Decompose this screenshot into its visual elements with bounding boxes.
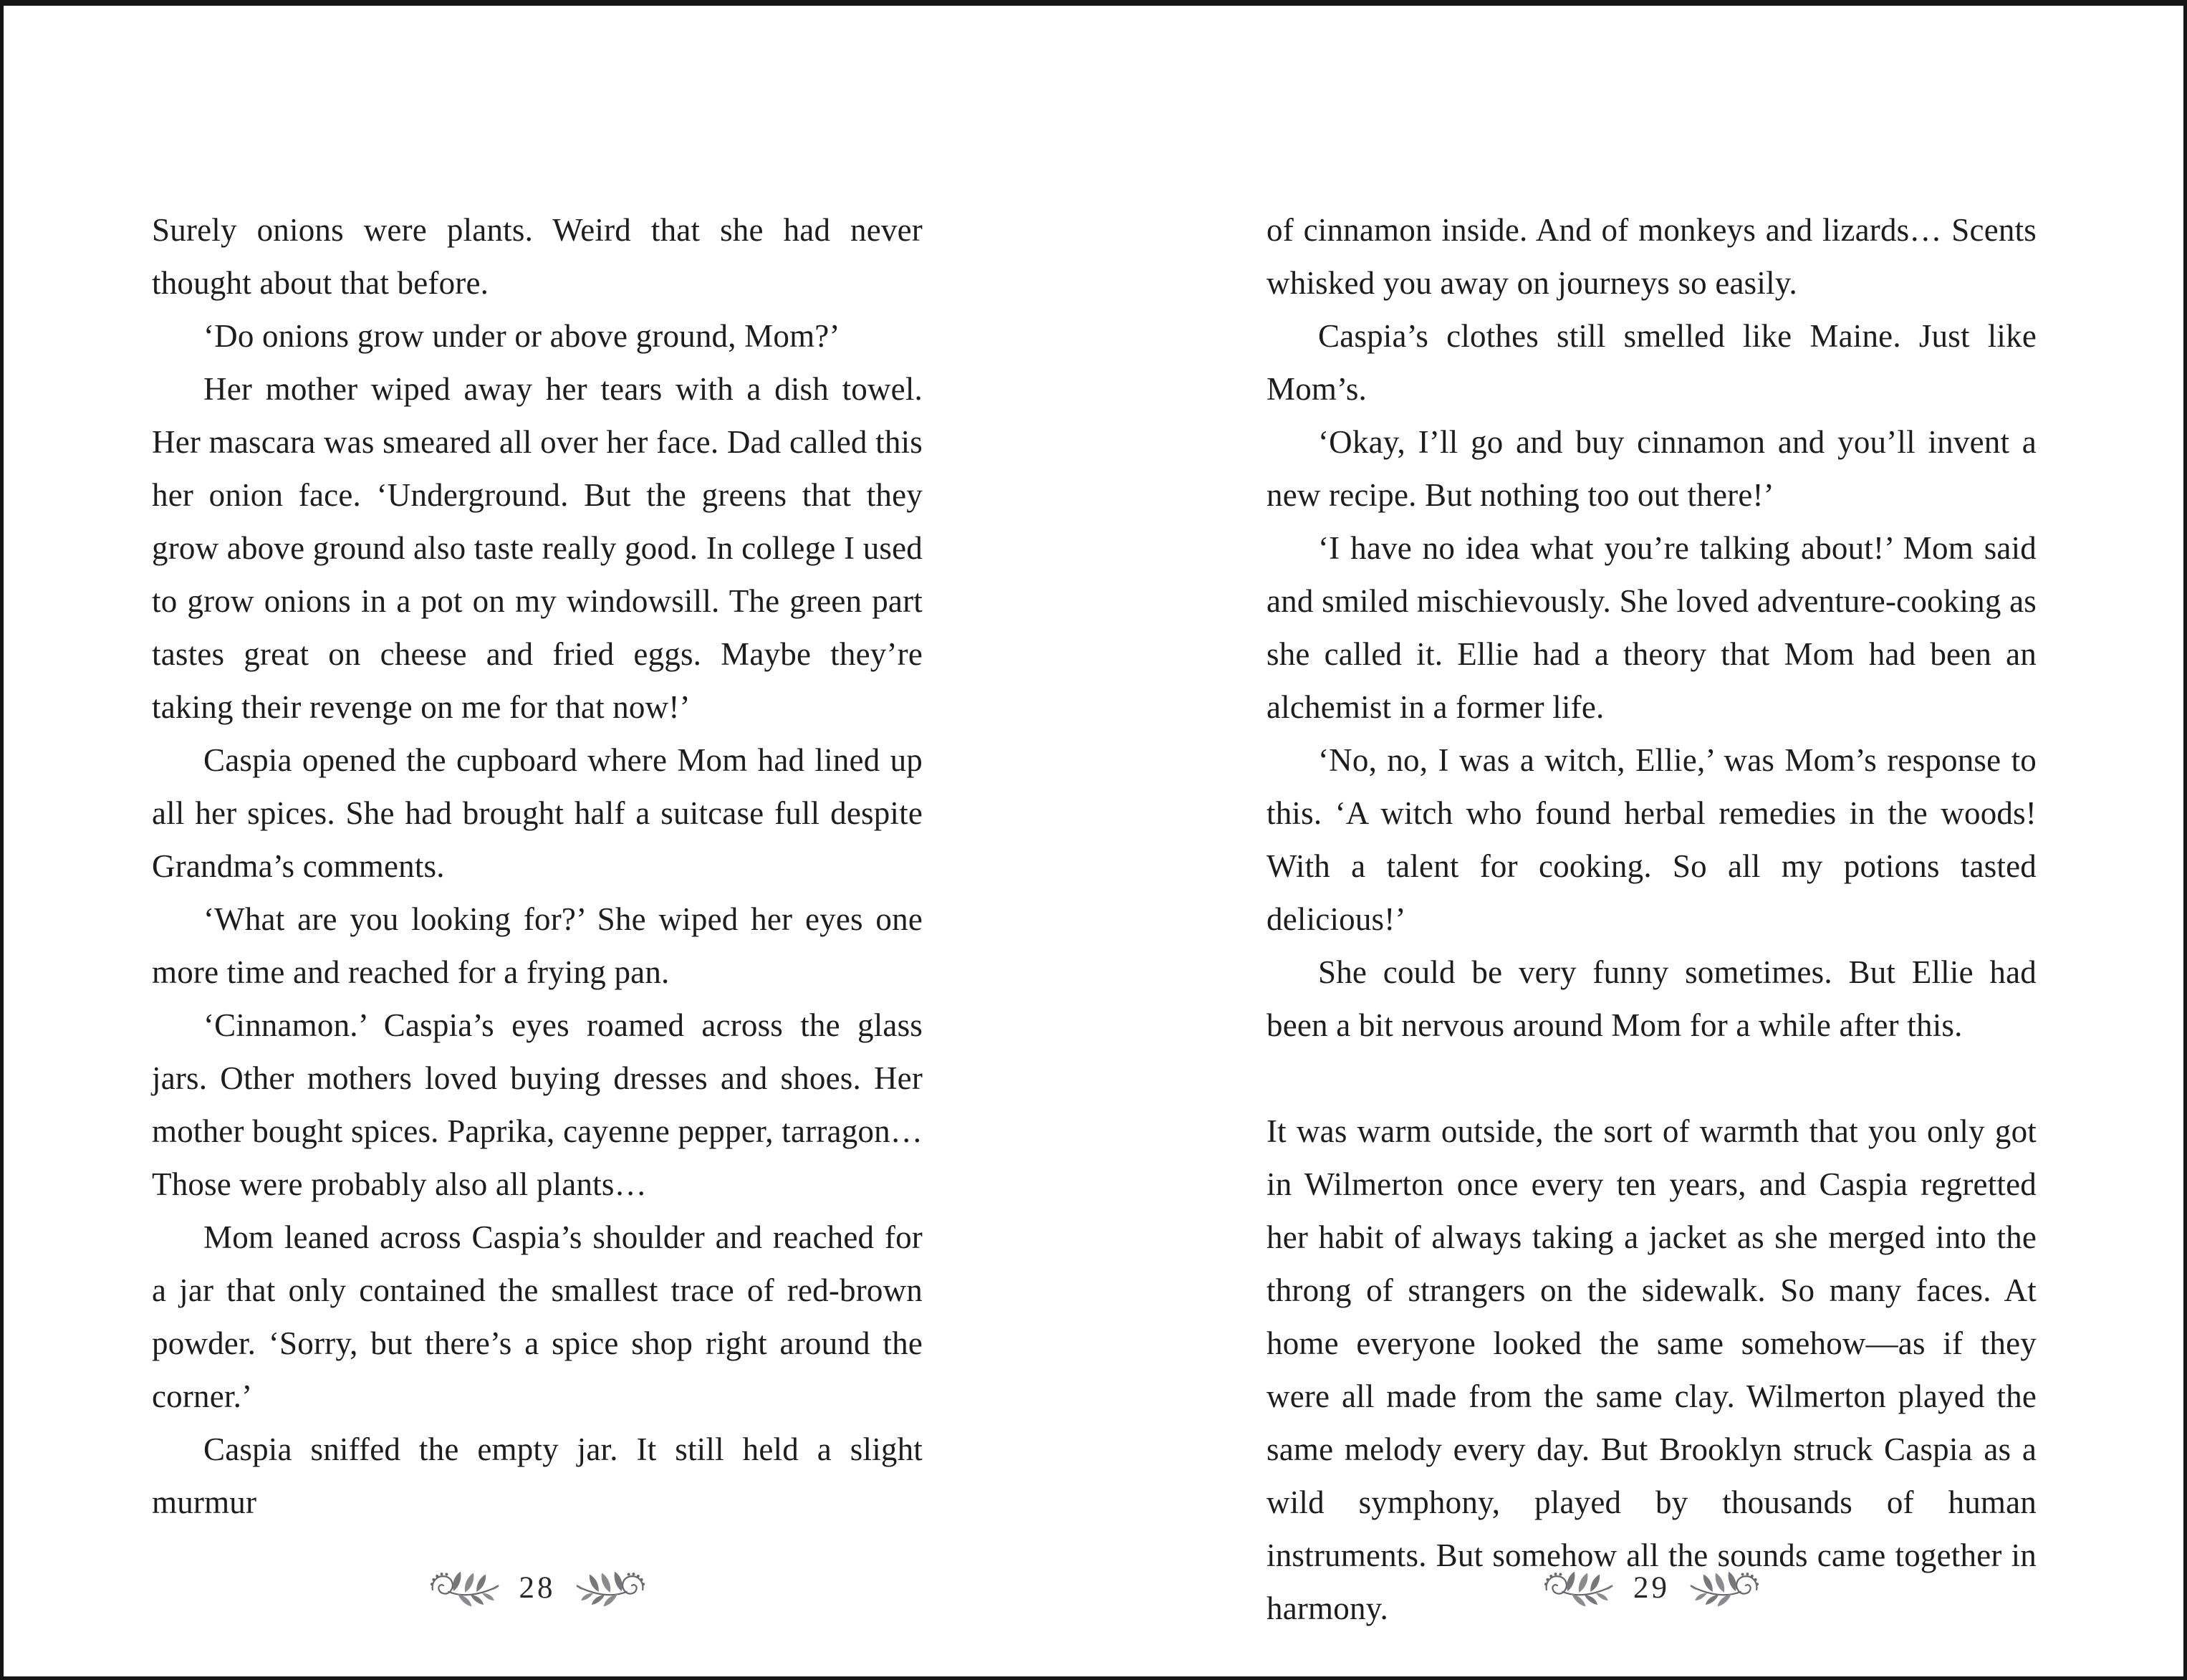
paragraph: She could be very funny sometimes. But Ellie had been a bit nervous around Mom for a while after this. (1266, 954, 2037, 1043)
paragraph: Her mother wiped away her tears with a dish towel. Her mascara was smeared all over her face. Dad called this her onion face. ‘Underground. But the greens that they grow above ground also taste really good. In college I used to grow onions in a pot on my windowsill. The green part tastes great on cheese and fried eggs. Maybe they’re taking their revenge on me for that now!’ (152, 371, 923, 725)
page-right (1097, 6, 2187, 1676)
laurel-sprig-mirrored-icon (1688, 1568, 1760, 1611)
paragraph: ‘I have no idea what you’re talking about!’ Mom said and smiled mischievously. She loved adventure-cooking as she called it. Ellie had a theory that Mom had been an alchemist in a former life. (1266, 530, 2037, 725)
laurel-sprig-icon (429, 1568, 501, 1611)
paragraph: ‘Do onions grow under or above ground, Mom?’ (203, 318, 840, 354)
page-left (4, 6, 1097, 1676)
paragraph: It was warm outside, the sort of warmth that you only got in Wilmerton once every ten years, and Caspia regretted her habit of always taking a jacket as she merged into the throng of strangers on the sidewalk. So many faces. At home everyone looked the same somehow—as if they were all made from the same clay. Wilmerton played the same melody every day. But Brooklyn struck Caspia as a wild symphony, played by thousands of human instruments. But somehow all the sounds came together in harmony. (1266, 1113, 2037, 1626)
paragraph: ‘What are you looking for?’ She wiped her eyes one more time and reached for a frying pan. (152, 901, 923, 990)
paragraph: ‘Okay, I’ll go and buy cinnamon and you’ll invent a new recipe. But nothing too out there!’ (1266, 424, 2037, 513)
page-number: 28 (519, 1570, 556, 1605)
paragraph: Caspia opened the cupboard where Mom had lined up all her spices. She had brought half a suitcase full despite Grandma’s comments. (152, 742, 923, 884)
paragraph: ‘Cinnamon.’ Caspia’s eyes roamed across the glass jars. Other mothers loved buying dresses and shoes. Her mother bought spices. Paprika, cayenne pepper, tarragon… Those were probably also all plants… (152, 1007, 923, 1202)
page-left-text (152, 203, 923, 1529)
page-number: 29 (1633, 1570, 1670, 1605)
paragraph: ‘No, no, I was a witch, Ellie,’ was Mom’s response to this. ‘A witch who found herbal remedies in the woods! With a talent for cooking. So all my potions tasted delicious!’ (1266, 742, 2037, 937)
paragraph: Mom leaned across Caspia’s shoulder and reached for a jar that only contained the smallest trace of red-brown powder. ‘Sorry, but there’s a spice shop right around the corner.’ (152, 1219, 923, 1414)
laurel-sprig-icon (1543, 1568, 1615, 1611)
laurel-sprig-mirrored-icon (575, 1568, 646, 1611)
paragraph: Surely onions were plants. Weird that she had never thought about that before. (152, 212, 923, 301)
page-left-footer (152, 1555, 923, 1623)
page-right-footer (1266, 1555, 2037, 1623)
paragraph: of cinnamon inside. And of monkeys and lizards… Scents whisked you away on journeys so easily. (1266, 212, 2037, 301)
page-right-text (1266, 203, 2037, 1635)
paragraph: Caspia’s clothes still smelled like Maine. Just like Mom’s. (1266, 318, 2037, 407)
paragraph: Caspia sniffed the empty jar. It still held a slight murmur (152, 1431, 923, 1520)
